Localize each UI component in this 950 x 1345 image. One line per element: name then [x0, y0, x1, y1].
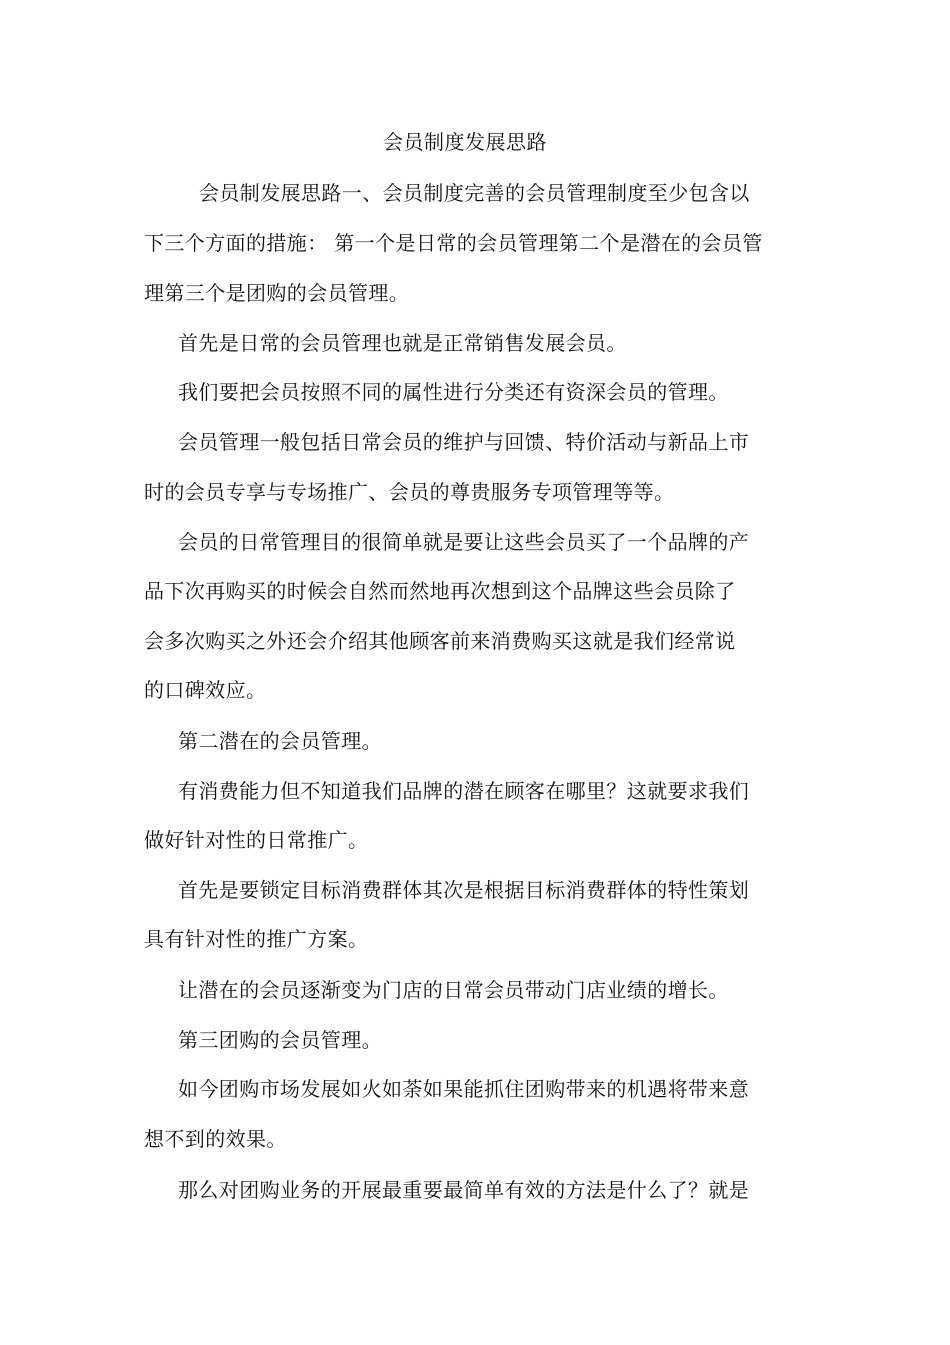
paragraph-line: 时的会员专享与专场推广、会员的尊贵服务专项管理等等。: [144, 480, 675, 504]
paragraph-line: 的口碑效应。: [144, 678, 267, 702]
paragraph-line: 首先是要锁定目标消费群体其次是根据目标消费群体的特性策划: [178, 878, 750, 902]
paragraph-line: 会员的日常管理目的很简单就是要让这些会员买了一个品牌的产: [178, 530, 750, 554]
paragraph-line: 第二潜在的会员管理。: [178, 729, 382, 753]
paragraph-line: 如今团购市场发展如火如荼如果能抓住团购带来的机遇将带来意: [178, 1077, 750, 1101]
paragraph-line: 有消费能力但不知道我们品牌的潜在顾客在哪里？这就要求我们: [178, 779, 750, 803]
paragraph-line: 会多次购买之外还会介绍其他顾客前来消费购买这就是我们经常说: [144, 629, 736, 653]
paragraph-line: 那么对团购业务的开展最重要最简单有效的方法是什么了？就是: [178, 1178, 750, 1202]
paragraph-line: 品下次再购买的时候会自然而然地再次想到这个品牌这些会员除了: [144, 579, 736, 603]
paragraph-line: 首先是日常的会员管理也就是正常销售发展会员。: [178, 331, 627, 355]
document-title: 会员制度发展思路: [383, 130, 547, 154]
paragraph-line: 具有针对性的推广方案。: [144, 927, 369, 951]
paragraph-line: 会员管理一般包括日常会员的维护与回馈、特价活动与新品上市: [178, 430, 750, 454]
paragraph-line: 第三团购的会员管理。: [178, 1028, 382, 1052]
paragraph-line: 想不到的效果。: [144, 1127, 287, 1151]
paragraph-line: 下三个方面的措施： 第一个是日常的会员管理第二个是潜在的会员管: [144, 231, 763, 255]
paragraph-line: 会员制发展思路一、会员制度完善的会员管理制度至少包含以: [199, 181, 750, 205]
paragraph-line: 理第三个是团购的会员管理。: [144, 281, 410, 305]
paragraph-line: 我们要把会员按照不同的属性进行分类还有资深会员的管理。: [178, 380, 729, 404]
paragraph-line: 做好针对性的日常推广。: [144, 828, 369, 852]
paragraph-line: 让潜在的会员逐渐变为门店的日常会员带动门店业绩的增长。: [178, 978, 729, 1002]
